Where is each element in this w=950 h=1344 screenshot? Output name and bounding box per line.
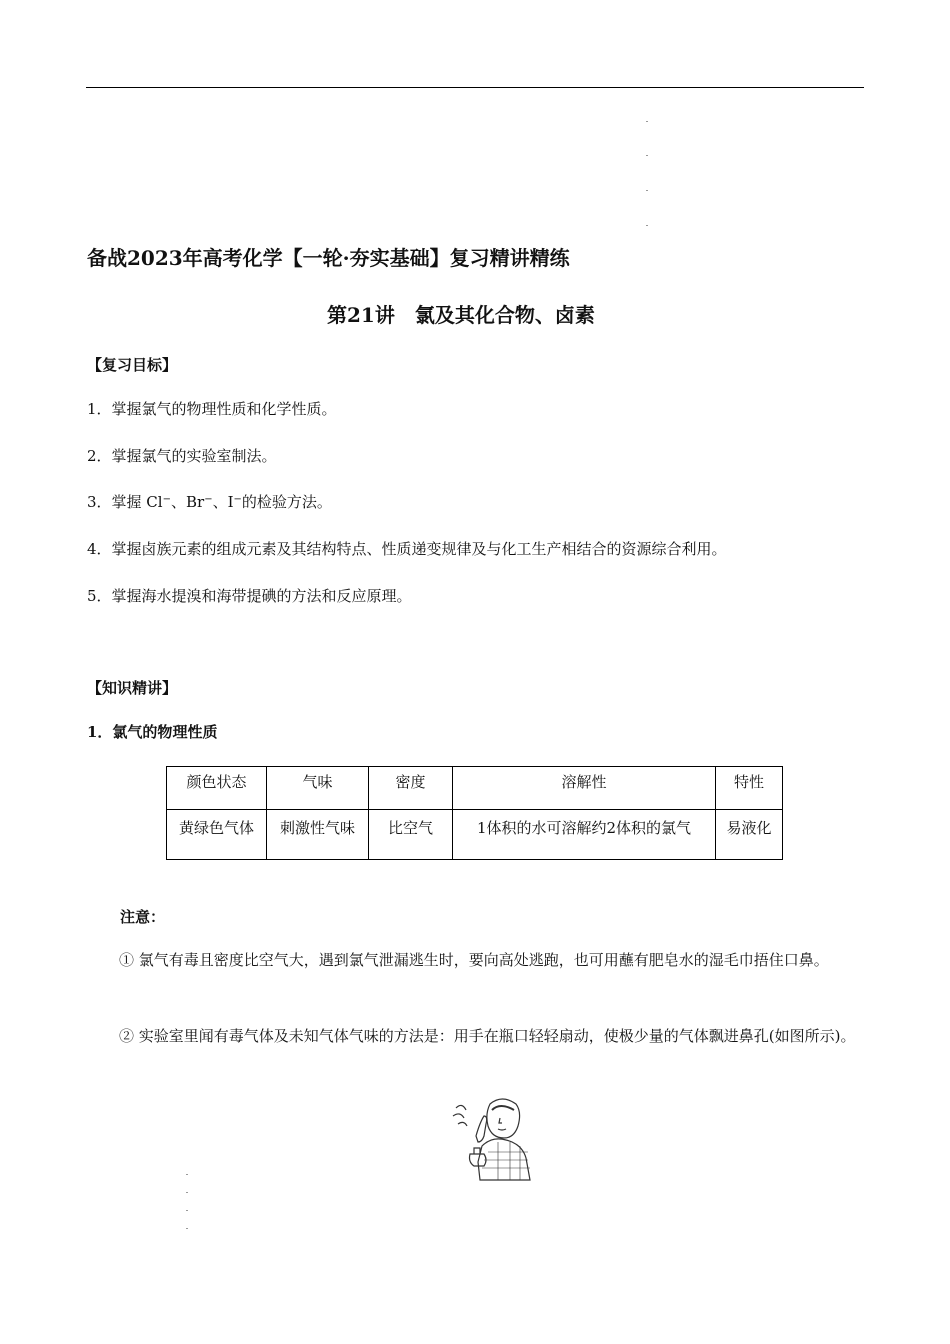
- objective-text: 的检验方法。: [241, 493, 332, 511]
- table-cell: 黄绿色气体: [167, 810, 267, 860]
- table-row: [167, 810, 783, 860]
- decorative-dot: [646, 225, 648, 226]
- objective-text: 、I: [212, 493, 234, 511]
- objective-item: 4．掌握卤族元素的组成元素及其结构特点、性质递变规律及与化工生产相结合的资源综合利用。: [87, 540, 727, 558]
- table-header-cell: 气味: [267, 767, 369, 810]
- table-header-cell: 密度: [369, 767, 453, 810]
- charge-superscript: −: [162, 494, 171, 505]
- table-cell: 1体积的水可溶解约2体积的氯气: [453, 810, 716, 860]
- knowledge-heading: 【知识精讲】: [87, 679, 178, 697]
- decorative-dot: [186, 1174, 188, 1175]
- objective-text: 、Br: [170, 493, 205, 511]
- section-heading: 1．氯气的物理性质: [87, 723, 218, 741]
- decorative-dot: [186, 1192, 188, 1193]
- note-paragraph: ② 实验室里闻有毒气体及未知气体气味的方法是：用手在瓶口轻轻扇动，使极少量的气体飘进鼻孔(如图所示)。: [119, 1027, 856, 1045]
- charge-superscript: −: [204, 494, 213, 505]
- table-header-cell: 溶解性: [453, 767, 716, 810]
- lecture-subtitle: 第21讲 氯及其化合物、卤素: [327, 303, 595, 327]
- table-header-cell: 特性: [716, 767, 783, 810]
- note-paragraph: ① 氯气有毒且密度比空气大，遇到氯气泄漏逃生时，要向高处逃跑，也可用蘸有肥皂水的湿毛巾捂住口鼻。: [119, 951, 829, 969]
- table-header-row: [167, 767, 783, 810]
- objectives-heading: 【复习目标】: [87, 356, 178, 374]
- decorative-dot: [186, 1210, 188, 1211]
- objective-item: 1．掌握氯气的物理性质和化学性质。: [87, 400, 337, 418]
- objective-item: 5．掌握海水提溴和海带提碘的方法和反应原理。: [87, 587, 412, 605]
- chlorine-properties-table: [166, 766, 783, 860]
- table-cell: 易液化: [716, 810, 783, 860]
- decorative-dot: [646, 121, 648, 122]
- decorative-dot: [646, 190, 648, 191]
- decorative-dot: [646, 155, 648, 156]
- header-rule: [86, 87, 864, 88]
- objective-text: 3．掌握 Cl: [87, 493, 163, 511]
- smelling-gas-illustration: [448, 1096, 538, 1182]
- table-cell: 刺激性气味: [267, 810, 369, 860]
- objective-item-ions: [87, 491, 332, 512]
- table-header-cell: 颜色状态: [167, 767, 267, 810]
- decorative-dot: [186, 1228, 188, 1229]
- charge-superscript: −: [233, 494, 242, 505]
- note-label: 注意：: [120, 908, 166, 926]
- document-title: 备战2023年高考化学【一轮·夯实基础】复习精讲精练: [87, 246, 570, 270]
- objective-item: 2．掌握氯气的实验室制法。: [87, 447, 277, 465]
- table-cell: 比空气: [369, 810, 453, 860]
